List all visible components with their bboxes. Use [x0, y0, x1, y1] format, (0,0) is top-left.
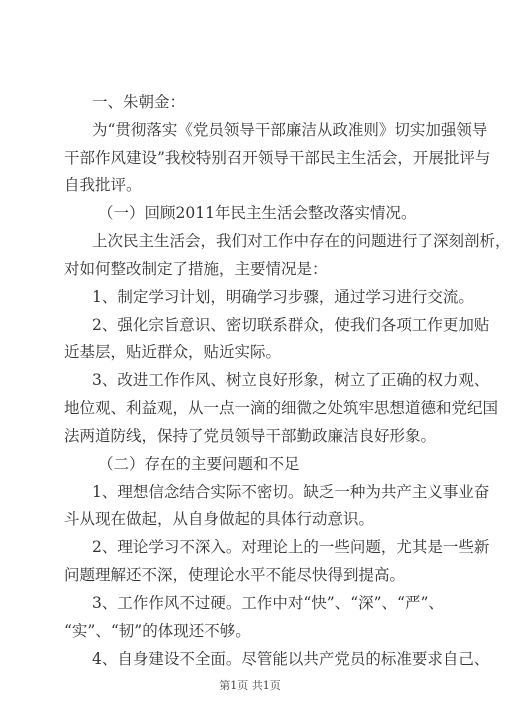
- paragraph-line: 为“贯彻落实《党员领导干部廉洁从政准则》切实加强领导: [92, 121, 488, 139]
- subsection-heading: （一）回顾2011年民主生活会整改落实情况。: [98, 204, 417, 222]
- paragraph-line: 上次民主生活会，我们对工作中存在的问题进行了深刻剖析，: [92, 232, 511, 250]
- list-item-line: 1、理想信念结合实际不密切。缺乏一种为共产主义事业奋: [92, 483, 490, 501]
- list-item-line: 2、理论学习不深入。对理论上的一些问题，尤其是一些新: [92, 538, 490, 556]
- section-heading: 一、朱朝金：: [92, 93, 186, 111]
- list-item-line: 2、强化宗旨意识、密切联系群众，使我们各项工作更加贴: [92, 316, 490, 334]
- list-item-line: 1、制定学习计划，明确学习步骤，通过学习进行交流。: [92, 288, 474, 306]
- list-item-line: 斗从现在做起，从自身做起的具体行动意识。: [64, 510, 375, 528]
- subsection-heading: （二）存在的主要问题和不足: [98, 455, 300, 473]
- list-item-line: 4、自身建设不全面。尽管能以共产党员的标准要求自己、: [92, 650, 490, 668]
- paragraph-line: 自我批评。: [64, 176, 142, 194]
- list-item-line: 近基层，贴近群众，贴近实际。: [64, 343, 282, 361]
- list-item-line: 3、改进工作作风、树立良好形象，树立了正确的权力观、: [92, 371, 490, 389]
- page-number-footer: 第1页 共1页: [219, 679, 281, 692]
- list-item-line: 问题理解还不深，使理论水平不能尽快得到提高。: [64, 566, 406, 584]
- paragraph-line: 对如何整改制定了措施，主要情况是：: [64, 260, 328, 278]
- list-item-line: 地位观、利益观，从一点一滴的细微之处筑牢思想道德和党纪国: [64, 399, 499, 417]
- list-item-line: “实”、“韧”的体现还不够。: [64, 622, 251, 640]
- list-item-line: 3、工作作风不过硬。工作中对“快”、“深”、“严”、: [92, 594, 444, 612]
- paragraph-line: 干部作风建设”我校特别召开领导干部民主生活会，开展批评与: [64, 149, 491, 167]
- list-item-line: 法两道防线，保持了党员领导干部勤政廉洁良好形象。: [64, 427, 437, 445]
